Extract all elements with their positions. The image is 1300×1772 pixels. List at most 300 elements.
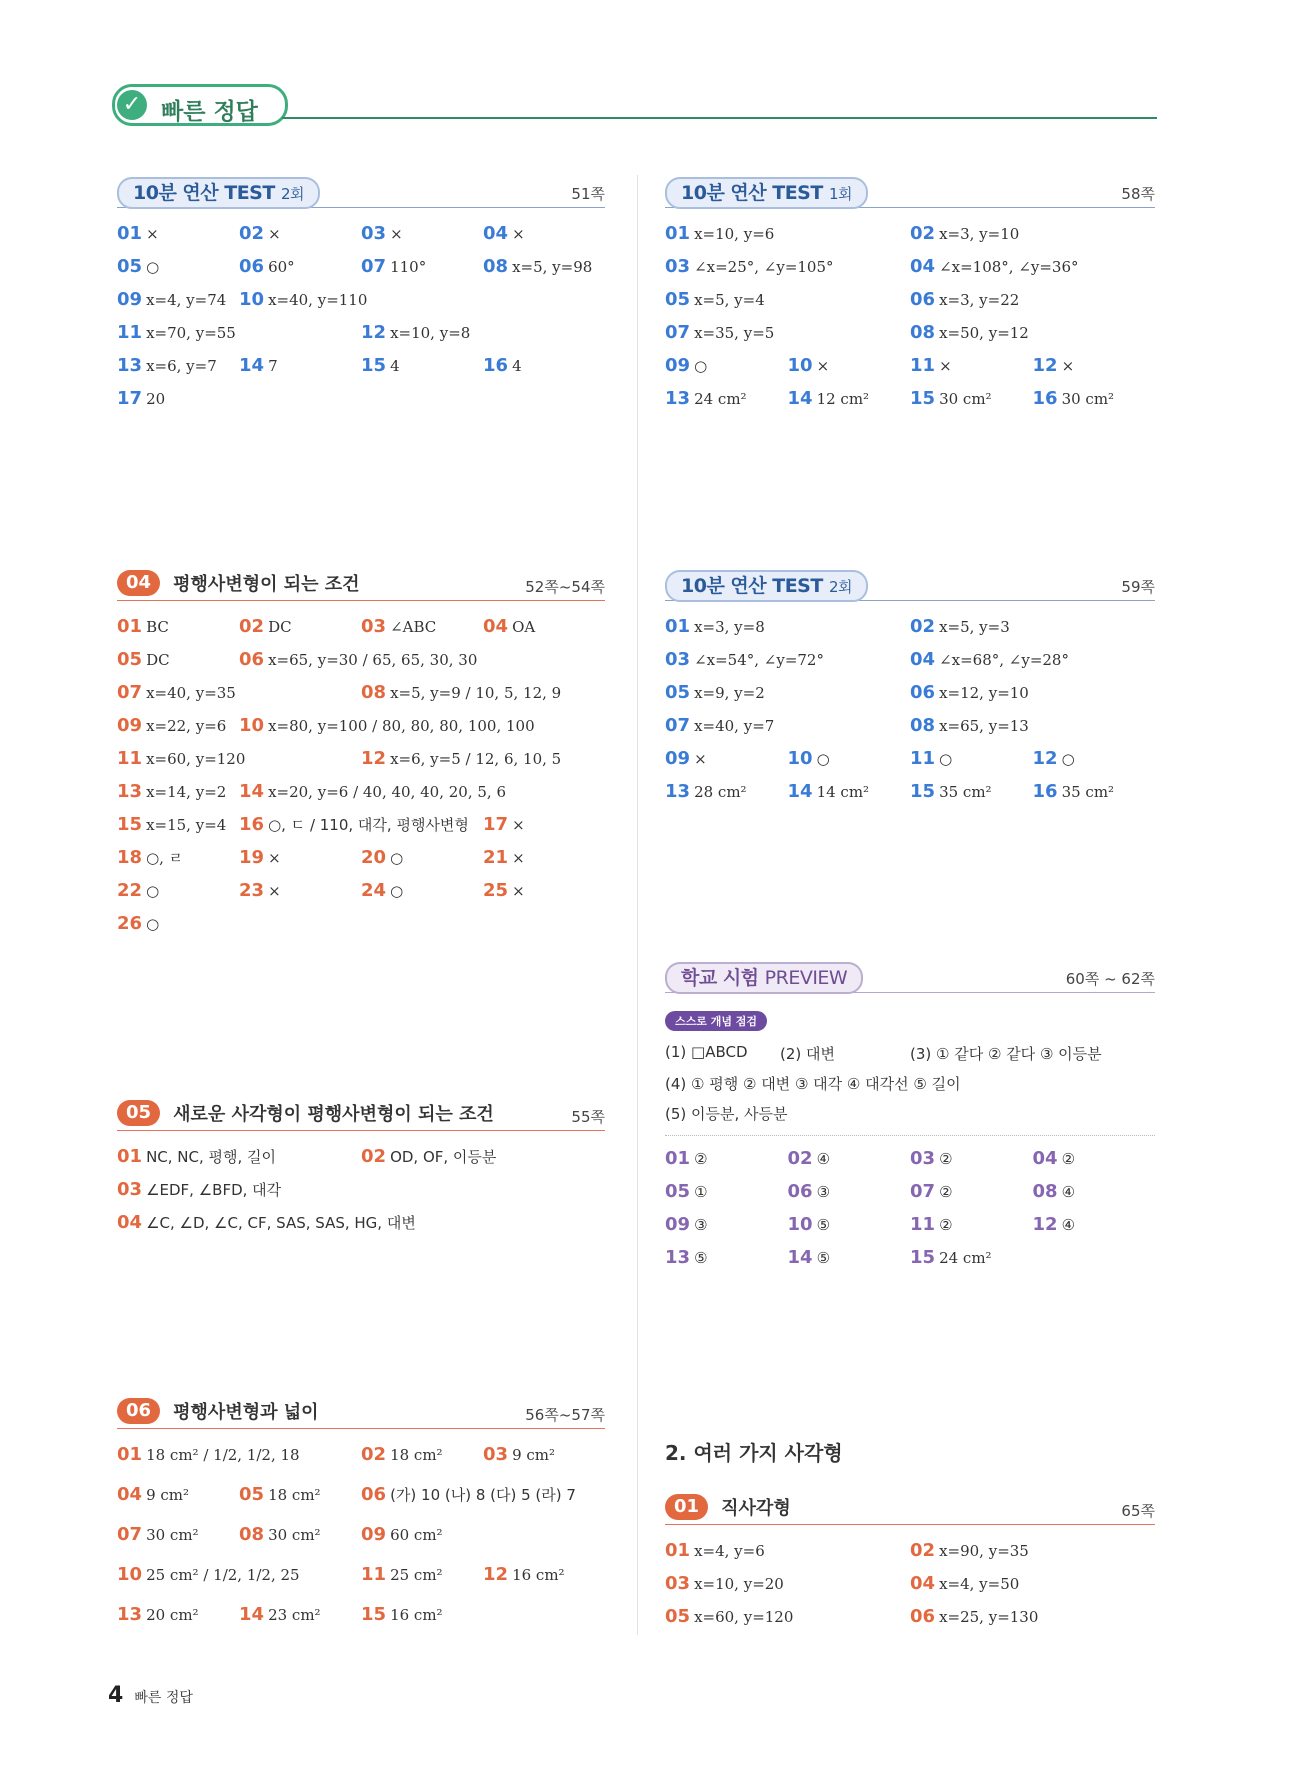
answer-number: 02 (787, 1148, 813, 1169)
answer-item (665, 777, 747, 807)
answer-number: 09 (665, 355, 691, 376)
answer-grid (665, 219, 1155, 417)
answer-item (910, 1569, 1019, 1599)
section-number-badge: 05 (117, 1100, 160, 1126)
answer-item (665, 318, 774, 348)
answer-number: 03 (665, 649, 691, 670)
answer-number: 04 (910, 649, 936, 670)
left-sec05-section (117, 1100, 605, 1241)
answer-number: 01 (117, 1146, 143, 1167)
page-ref: 65쪽 (1121, 1502, 1155, 1520)
right-test2-section (665, 570, 1155, 810)
answer-value: ∠x=108°, ∠y=36° (939, 258, 1079, 276)
answer-row (117, 711, 605, 744)
answer-number: 13 (665, 1247, 691, 1268)
answer-value: x=40, y=110 (268, 291, 368, 309)
answer-grid (117, 219, 605, 417)
answer-value: x=5, y=4 (694, 291, 765, 309)
answer-row (117, 612, 605, 645)
answer-value: ③ (694, 1216, 708, 1234)
answer-value: ∠ABC (390, 618, 437, 636)
answer-value: × (146, 225, 159, 243)
answer-number: 11 (117, 322, 143, 343)
section-rule (117, 1130, 605, 1131)
answer-number: 01 (665, 1540, 691, 1561)
answer-value: ∠C, ∠D, ∠C, CF, SAS, SAS, HG, 대변 (146, 1214, 416, 1232)
concept-check-label: 스스로 개념 점검 (665, 1011, 767, 1031)
answer-number: 09 (665, 748, 691, 769)
answer-row (117, 1208, 605, 1241)
answer-row (117, 1440, 605, 1480)
answer-value: x=4, y=6 (694, 1542, 765, 1560)
answer-number: 04 (1032, 1148, 1058, 1169)
answer-item (361, 843, 403, 873)
left-test2-section (117, 177, 605, 417)
answer-value: × (512, 225, 525, 243)
answer-item (1033, 744, 1075, 774)
page-ref: 52쪽~54쪽 (525, 578, 605, 596)
section-rule (117, 1428, 605, 1429)
answer-row (665, 219, 1155, 252)
answer-item (239, 1600, 321, 1630)
answer-value: × (268, 849, 281, 867)
answer-number: 15 (117, 814, 143, 835)
answer-number: 12 (361, 322, 387, 343)
concept-item: (5) 이등분, 사등분 (665, 1105, 788, 1123)
answer-item (117, 909, 159, 939)
answer-number: 05 (665, 1606, 691, 1627)
answer-value: ④ (1061, 1216, 1076, 1234)
answer-value: ○ (390, 849, 404, 867)
answer-value: × (512, 882, 525, 900)
section-header (117, 1100, 605, 1134)
concept-line (665, 1039, 1155, 1069)
answer-value: ○ (694, 357, 708, 375)
concept-check (665, 1010, 1155, 1129)
concept-item: (4) ① 평행 ② 대변 ③ 대각 ④ 대각선 ⑤ 길이 (665, 1075, 961, 1093)
answer-item (117, 351, 217, 381)
page-ref: 55쪽 (571, 1108, 605, 1126)
section-pill (665, 177, 868, 209)
answer-item (117, 843, 183, 873)
answer-row (117, 351, 605, 384)
answer-item (1033, 384, 1115, 414)
answer-item (788, 384, 870, 414)
answer-row (665, 351, 1155, 384)
answer-row (665, 645, 1155, 678)
section-subtitle: PREVIEW (764, 967, 848, 989)
answer-number: 03 (665, 256, 691, 277)
answer-row (117, 384, 605, 417)
answer-item (665, 1177, 708, 1207)
answer-item (788, 777, 870, 807)
answer-row (665, 1602, 1155, 1635)
left-sec06-section (117, 1398, 605, 1640)
answer-item (1033, 1177, 1076, 1207)
answer-row (665, 612, 1155, 645)
answer-item (117, 252, 159, 282)
answer-value: 4 (512, 357, 522, 375)
answer-item (910, 612, 1010, 642)
answer-item (910, 777, 992, 807)
answer-value: x=12, y=10 (939, 684, 1029, 702)
answer-value: x=35, y=5 (694, 324, 775, 342)
answer-item (665, 711, 774, 741)
answer-value: x=9, y=2 (694, 684, 765, 702)
answer-value: ⑤ (694, 1249, 708, 1267)
answer-number: 14 (787, 781, 813, 802)
answer-number: 17 (483, 814, 509, 835)
answer-item (361, 318, 470, 348)
answer-item (239, 1520, 321, 1550)
answer-item (910, 711, 1029, 741)
answer-number: 04 (910, 1573, 936, 1594)
answer-item (117, 318, 236, 348)
answer-item (483, 351, 522, 381)
answer-item (117, 1175, 281, 1205)
section-rule (117, 600, 605, 601)
answer-item (117, 1208, 416, 1238)
answer-number: 09 (117, 289, 143, 310)
answer-value: 35 cm² (939, 783, 992, 801)
section-number-badge: 01 (665, 1494, 708, 1520)
page-ref: 59쪽 (1121, 578, 1155, 596)
section-title: 평행사변형이 되는 조건 (173, 574, 360, 595)
answer-value: 9 cm² (512, 1446, 556, 1464)
answer-value: x=60, y=120 (146, 750, 246, 768)
answer-item (910, 1243, 992, 1273)
answer-number: 03 (361, 616, 387, 637)
answer-number: 01 (117, 223, 143, 244)
answer-value: (가) 10 (나) 8 (다) 5 (라) 7 (390, 1486, 576, 1504)
answer-number: 06 (239, 649, 265, 670)
answer-number: 07 (665, 322, 691, 343)
answer-number: 11 (910, 748, 936, 769)
answer-number: 10 (787, 748, 813, 769)
answer-row (117, 1142, 605, 1175)
answer-row (665, 744, 1155, 777)
answer-item (239, 285, 367, 315)
answer-item (239, 351, 278, 381)
right-preview-section (665, 962, 1155, 1276)
answer-value: DC (268, 618, 292, 636)
answer-value: x=14, y=2 (146, 783, 227, 801)
answer-grid (117, 1440, 605, 1640)
answer-item (910, 678, 1029, 708)
answer-grid (665, 1536, 1155, 1635)
answer-item (361, 1560, 443, 1590)
answer-number: 11 (361, 1564, 387, 1585)
answer-item (361, 1440, 443, 1470)
section-rule (665, 1524, 1155, 1525)
section-subtitle: 2회 (828, 578, 852, 596)
answer-value: x=10, y=6 (694, 225, 775, 243)
answer-number: 13 (117, 1604, 143, 1625)
answer-number: 07 (117, 682, 143, 703)
answer-number: 05 (665, 682, 691, 703)
answer-item (483, 843, 525, 873)
answer-row (665, 252, 1155, 285)
answer-item (665, 645, 824, 675)
answer-value: 14 cm² (816, 783, 870, 801)
answer-value: x=10, y=8 (390, 324, 471, 342)
section-subtitle: 2회 (280, 185, 304, 203)
answer-number: 02 (239, 223, 265, 244)
answer-number: 02 (910, 616, 936, 637)
answer-row (665, 1569, 1155, 1602)
answer-item (117, 384, 165, 414)
answer-number: 16 (1032, 388, 1058, 409)
answer-number: 02 (910, 223, 936, 244)
answer-row (665, 1177, 1155, 1210)
answer-value: x=65, y=13 (939, 717, 1029, 735)
answer-value: × (694, 750, 707, 768)
answer-number: 11 (910, 1214, 936, 1235)
right-test1-section (665, 177, 1155, 417)
answer-value: 23 cm² (268, 1606, 321, 1624)
answer-value: ○ (390, 882, 404, 900)
section-header (117, 1398, 605, 1432)
answer-item (665, 1569, 784, 1599)
answer-item (483, 810, 525, 840)
answer-item (483, 1440, 555, 1470)
section-number-badge: 04 (117, 570, 160, 596)
section-header (665, 570, 1155, 604)
answer-item (910, 219, 1019, 249)
answer-number: 12 (483, 1564, 509, 1585)
answer-value: OA (512, 618, 536, 636)
answer-value: × (268, 882, 281, 900)
answer-row (117, 1520, 605, 1560)
answer-number: 06 (910, 682, 936, 703)
answer-item (239, 711, 535, 741)
answer-number: 14 (239, 355, 265, 376)
answer-item (483, 876, 525, 906)
answer-number: 15 (910, 781, 936, 802)
answer-number: 01 (665, 616, 691, 637)
answer-value: × (816, 357, 830, 375)
answer-item (910, 1210, 953, 1240)
answer-value: ② (1061, 1150, 1076, 1168)
answer-value: x=3, y=8 (694, 618, 765, 636)
answer-value: ② (939, 1183, 953, 1201)
section-number-badge: 06 (117, 1398, 160, 1424)
answer-item (910, 384, 992, 414)
answer-value: ① (694, 1183, 708, 1201)
answer-number: 05 (665, 1181, 691, 1202)
answer-number: 04 (910, 256, 936, 277)
answer-value: ② (939, 1216, 953, 1234)
answer-item (239, 843, 281, 873)
answer-number: 18 (117, 847, 143, 868)
section-title: 새로운 사각형이 평행사변형이 되는 조건 (173, 1104, 494, 1125)
answer-value: 24 cm² (939, 1249, 992, 1267)
answer-value: ② (939, 1150, 953, 1168)
answer-number: 16 (1032, 781, 1058, 802)
answer-value: x=10, y=20 (694, 1575, 784, 1593)
answer-grid (665, 612, 1155, 810)
answer-value: 16 cm² (390, 1606, 443, 1624)
answer-item (1033, 351, 1075, 381)
answer-grid (665, 1144, 1155, 1276)
answer-number: 15 (910, 388, 936, 409)
answer-item (361, 876, 403, 906)
section-header (665, 962, 1155, 996)
answer-item (665, 1536, 765, 1566)
answer-number: 20 (361, 847, 387, 868)
answer-number: 06 (361, 1484, 387, 1505)
answer-value: x=5, y=9 / 10, 5, 12, 9 (390, 684, 562, 702)
answer-number: 25 (483, 880, 509, 901)
answer-item (239, 810, 469, 840)
answer-number: 01 (665, 1148, 691, 1169)
answer-value: × (939, 357, 952, 375)
answer-item (361, 1600, 443, 1630)
answer-number: 06 (787, 1181, 813, 1202)
answer-item (361, 351, 400, 381)
answer-number: 02 (361, 1444, 387, 1465)
answer-value: ○, ㄹ (146, 849, 184, 867)
answer-value: x=65, y=30 / 65, 65, 30, 30 (268, 651, 478, 669)
section-title: 10분 연산 TEST (133, 182, 275, 204)
chapter-title: 2. 여러 가지 사각형 (665, 1441, 843, 1465)
answer-item (361, 1142, 496, 1172)
page-ref: 51쪽 (571, 185, 605, 203)
answer-item (788, 744, 830, 774)
answer-value: ○, ㄷ / 110, 대각, 평행사변형 (268, 816, 469, 834)
answer-row (117, 252, 605, 285)
answer-item (117, 744, 245, 774)
answer-grid (117, 1142, 605, 1241)
answer-value: ② (694, 1150, 708, 1168)
answer-number: 15 (361, 1604, 387, 1625)
answer-value: 28 cm² (694, 783, 747, 801)
answer-item (788, 1177, 831, 1207)
answer-item (665, 219, 774, 249)
answer-number: 23 (239, 880, 265, 901)
answer-item (117, 1560, 300, 1590)
answer-number: 14 (787, 1247, 813, 1268)
answer-item (910, 1177, 953, 1207)
answer-value: 30 cm² (146, 1526, 199, 1544)
concept-line (665, 1099, 1155, 1129)
answer-number: 07 (910, 1181, 936, 1202)
answer-number: 10 (787, 355, 813, 376)
answer-number: 11 (117, 748, 143, 769)
answer-item (117, 645, 170, 675)
header-title: 빠른 정답 (161, 99, 258, 125)
check-icon: ✓ (117, 90, 147, 120)
answer-item (910, 318, 1029, 348)
section-subtitle: 1회 (828, 185, 852, 203)
answer-item (910, 744, 952, 774)
answer-item (239, 612, 292, 642)
answer-value: 4 (390, 357, 400, 375)
answer-number: 24 (361, 880, 387, 901)
answer-row (117, 843, 605, 876)
answer-value: × (512, 849, 525, 867)
answer-item (361, 1520, 443, 1550)
answer-value: NC, NC, 평행, 길이 (146, 1148, 277, 1166)
answer-number: 10 (117, 1564, 143, 1585)
answer-number: 01 (117, 616, 143, 637)
answer-item (361, 678, 561, 708)
answer-row (117, 219, 605, 252)
answer-value: 30 cm² (268, 1526, 321, 1544)
answer-number: 05 (117, 649, 143, 670)
answer-number: 14 (239, 781, 265, 802)
answer-item (117, 612, 169, 642)
answer-item (117, 1600, 199, 1630)
page-number: 4 (108, 1683, 124, 1708)
answer-item (117, 810, 226, 840)
answer-value: 12 cm² (816, 390, 870, 408)
answer-row (117, 876, 605, 909)
answer-value: x=6, y=7 (146, 357, 217, 375)
answer-value: x=15, y=4 (146, 816, 227, 834)
answer-value: 110° (390, 258, 427, 276)
answer-item (665, 1144, 708, 1174)
header-rule (282, 117, 1157, 119)
answer-value: ∠x=54°, ∠y=72° (694, 651, 824, 669)
answer-number: 12 (361, 748, 387, 769)
answer-item (665, 1210, 708, 1240)
answer-value: x=80, y=100 / 80, 80, 80, 100, 100 (268, 717, 535, 735)
answer-item (483, 252, 592, 282)
answer-value: x=6, y=5 / 12, 6, 10, 5 (390, 750, 562, 768)
answer-number: 12 (1032, 748, 1058, 769)
answer-item (117, 219, 159, 249)
answer-value: ⑤ (816, 1216, 831, 1234)
answer-value: x=3, y=22 (939, 291, 1020, 309)
answer-number: 13 (665, 388, 691, 409)
answer-value: OD, OF, 이등분 (390, 1148, 497, 1166)
answer-value: ③ (816, 1183, 831, 1201)
concept-item: (3) ① 같다 ② 같다 ③ 이등분 (910, 1045, 1102, 1063)
answer-item (483, 1560, 565, 1590)
answer-row (117, 285, 605, 318)
answer-item (788, 1144, 831, 1174)
page-ref: 58쪽 (1121, 185, 1155, 203)
answer-value: ④ (816, 1150, 831, 1168)
answer-row (117, 1480, 605, 1520)
answer-item (665, 384, 747, 414)
answer-row (665, 384, 1155, 417)
answer-value: x=25, y=130 (939, 1608, 1039, 1626)
section-title: 10분 연산 TEST (681, 182, 823, 204)
answer-row (665, 678, 1155, 711)
answer-item (361, 612, 436, 642)
answer-row (665, 318, 1155, 351)
answer-row (117, 678, 605, 711)
answer-item (117, 1520, 199, 1550)
concept-item: (2) 대변 (780, 1045, 835, 1063)
answer-value: ④ (1061, 1183, 1076, 1201)
answer-number: 01 (665, 223, 691, 244)
answer-number: 13 (117, 781, 143, 802)
answer-value: ○ (1061, 750, 1075, 768)
answer-value: x=40, y=7 (694, 717, 775, 735)
answer-number: 06 (910, 1606, 936, 1627)
answer-value: 25 cm² / 1/2, 1/2, 25 (146, 1566, 300, 1584)
answer-number: 02 (910, 1540, 936, 1561)
answer-row (117, 909, 605, 942)
answer-item (1033, 1210, 1076, 1240)
answer-item (788, 1243, 831, 1273)
answer-item (239, 876, 281, 906)
answer-row (665, 285, 1155, 318)
concept-item: (1) □ABCD (665, 1043, 748, 1061)
